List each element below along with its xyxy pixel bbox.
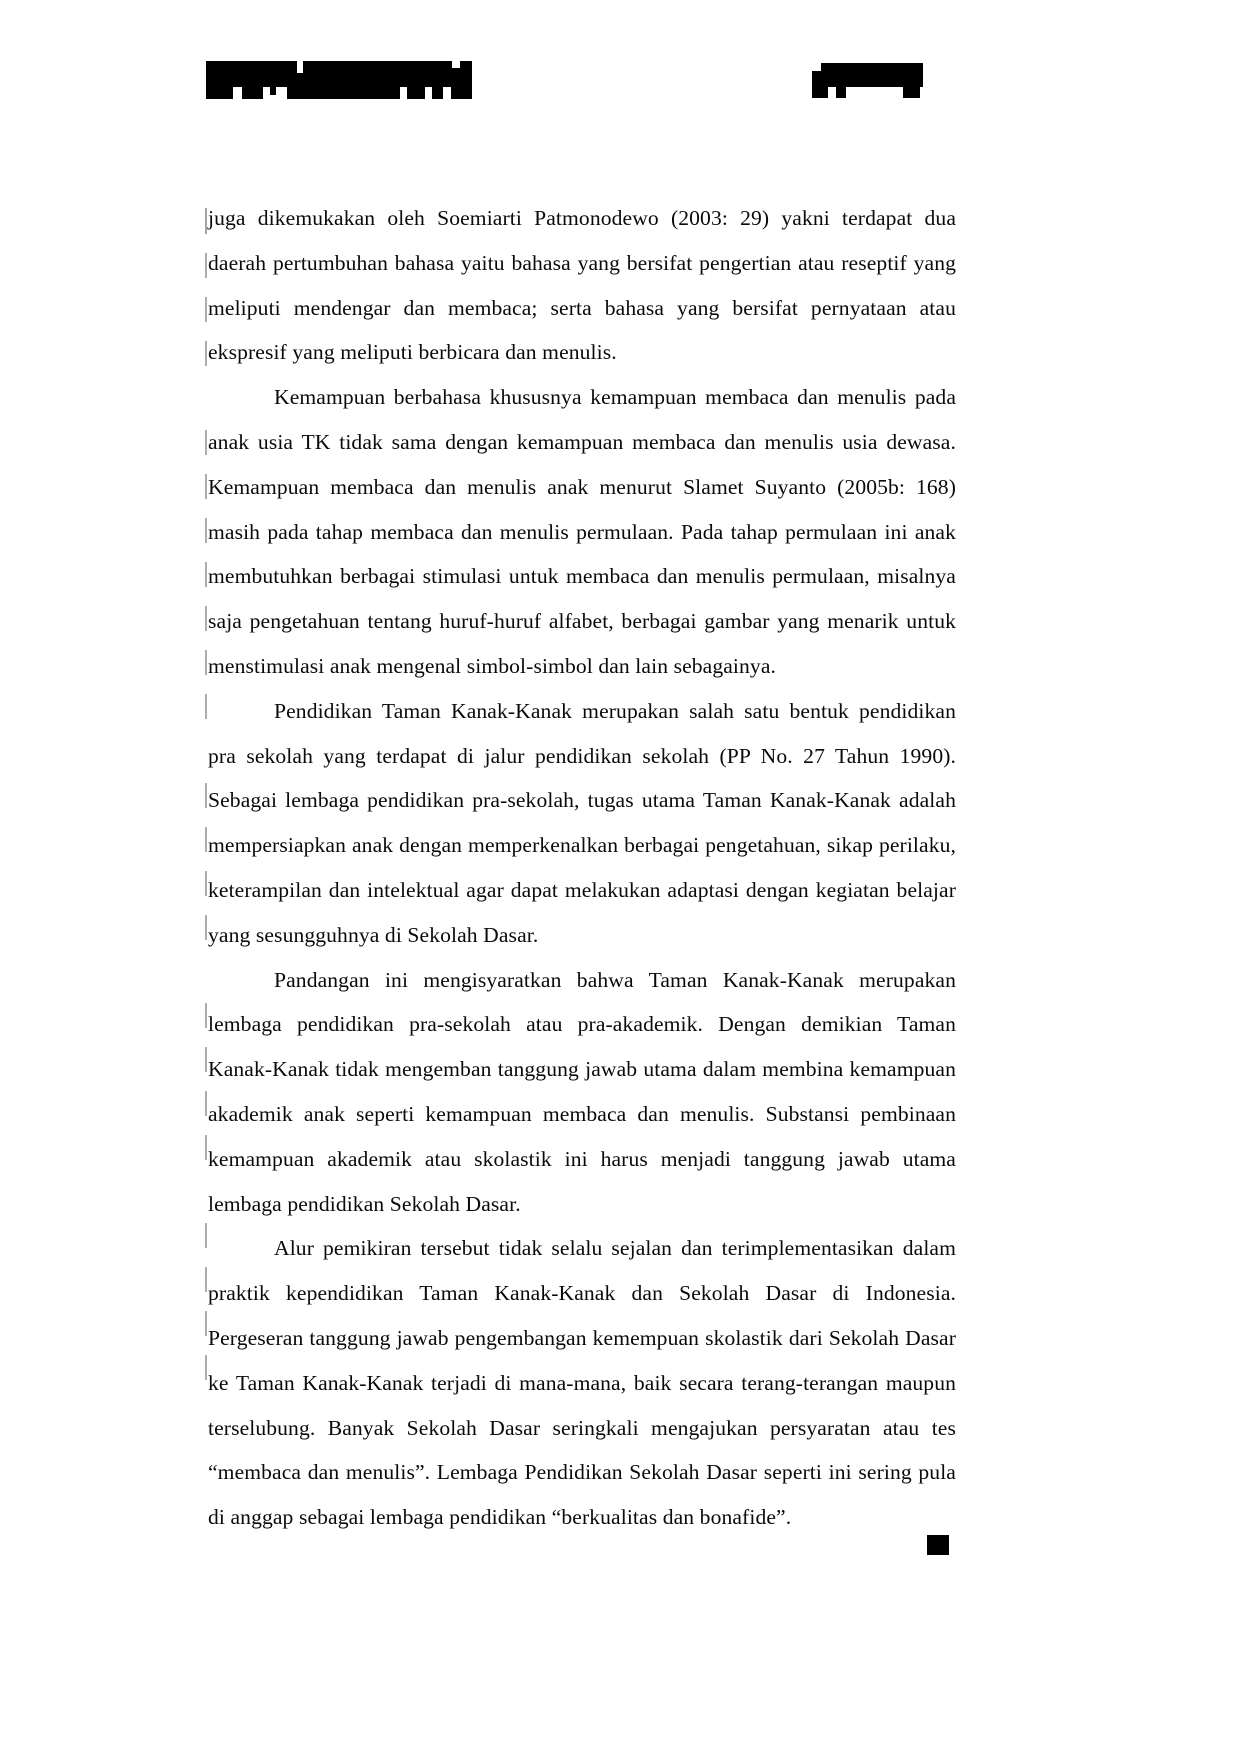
redacted-header-left-descender-2 — [242, 85, 263, 99]
paragraph-1: juga dikemukakan oleh Soemiarti Patmonodewo (2003: 29) yakni terdapat dua daerah pertumbuhan bahasa yaitu bahasa yang bersifat pengertian atau reseptif yang meliputi mendengar dan membaca; serta bahasa yang bersifat pernyataan atau ekspresif yang meliputi berbicara dan menulis. — [208, 206, 956, 365]
redacted-header-right-descender-1 — [812, 85, 828, 98]
redacted-header-left-descender-6 — [432, 85, 443, 99]
scan-artifact-line — [205, 208, 207, 1388]
redacted-header-left-descender-7 — [451, 85, 472, 99]
redacted-header-right-block — [812, 63, 923, 87]
redacted-page-number — [927, 1535, 949, 1555]
paragraph-4: Pandangan ini mengisyaratkan bahwa Taman Kanak-Kanak merupakan lembaga pendidikan pra-sekolah atau pra-akademik. Dengan demikian Taman Kanak-Kanak tidak mengemban tanggung jawab utama dalam membina kemampuan akademik anak seperti kemampuan membaca dan menulis. Substansi pembinaan kemampuan akademik atau skolastik ini harus menjadi tanggung jawab utama lembaga pendidikan Sekolah Dasar. — [208, 967, 956, 1216]
redacted-header-right-notch — [812, 63, 821, 71]
body-text — [208, 196, 956, 1540]
page-header — [0, 0, 1240, 130]
page-footer — [0, 1560, 1240, 1680]
redacted-header-left-notch-1 — [297, 61, 303, 73]
redacted-header-left-notch-2 — [452, 61, 460, 68]
redacted-header-right-descender-2 — [836, 85, 846, 98]
redacted-header-left-descender-5 — [407, 85, 425, 99]
redacted-header-left-descender-3 — [270, 85, 276, 95]
redacted-header-left-notch-3 — [485, 61, 490, 70]
paragraph-2: Kemampuan berbahasa khususnya kemampuan membaca dan menulis pada anak usia TK tidak sama dengan kemampuan membaca dan menulis usia dewasa. Kemampuan membaca dan menulis anak menurut Slamet Suyanto (2005b: 168) masih pada tahap membaca dan menulis permulaan. Pada tahap permulaan ini anak membutuhkan berbagai stimulasi untuk membaca dan menulis permulaan, misalnya saja pengetahuan tentang huruf-huruf alfabet, berbagai gambar yang menarik untuk menstimulasi anak mengenal simbol-simbol dan lain sebagainya. — [208, 385, 956, 678]
paragraph-5: Alur pemikiran tersebut tidak selalu sejalan dan terimplementasikan dalam praktik kependidikan Taman Kanak-Kanak dan Sekolah Dasar di Indonesia. Pergeseran tanggung jawab pengembangan kemempuan skolastik dari Sekolah Dasar ke Taman Kanak-Kanak terjadi di mana-mana, baik secara terang-terangan maupun terselubung. Banyak Sekolah Dasar seringkali mengajukan persyaratan atau tes “membaca dan menulis”. Lembaga Pendidikan Sekolah Dasar seperti ini sering pula di anggap sebagai lembaga pendidikan “berkualitas dan bonafide”. — [208, 1236, 956, 1530]
redacted-header-right-descender-3 — [903, 85, 920, 98]
redacted-header-left-descender-4 — [287, 85, 400, 99]
redacted-header-left-descender-1 — [206, 85, 233, 99]
paragraph-3: Pendidikan Taman Kanak-Kanak merupakan salah satu bentuk pendidikan pra sekolah yang terdapat di jalur pendidikan sekolah (PP No. 27 Tahun 1990). Sebagai lembaga pendidikan pra-sekolah, tugas utama Taman Kanak-Kanak adalah mempersiapkan anak dengan memperkenalkan berbagai pengetahuan, sikap perilaku, keterampilan dan intelektual agar dapat melakukan adaptasi dengan kegiatan belajar yang sesungguhnya di Sekolah Dasar. — [208, 698, 956, 947]
redacted-header-left-block — [206, 61, 472, 87]
